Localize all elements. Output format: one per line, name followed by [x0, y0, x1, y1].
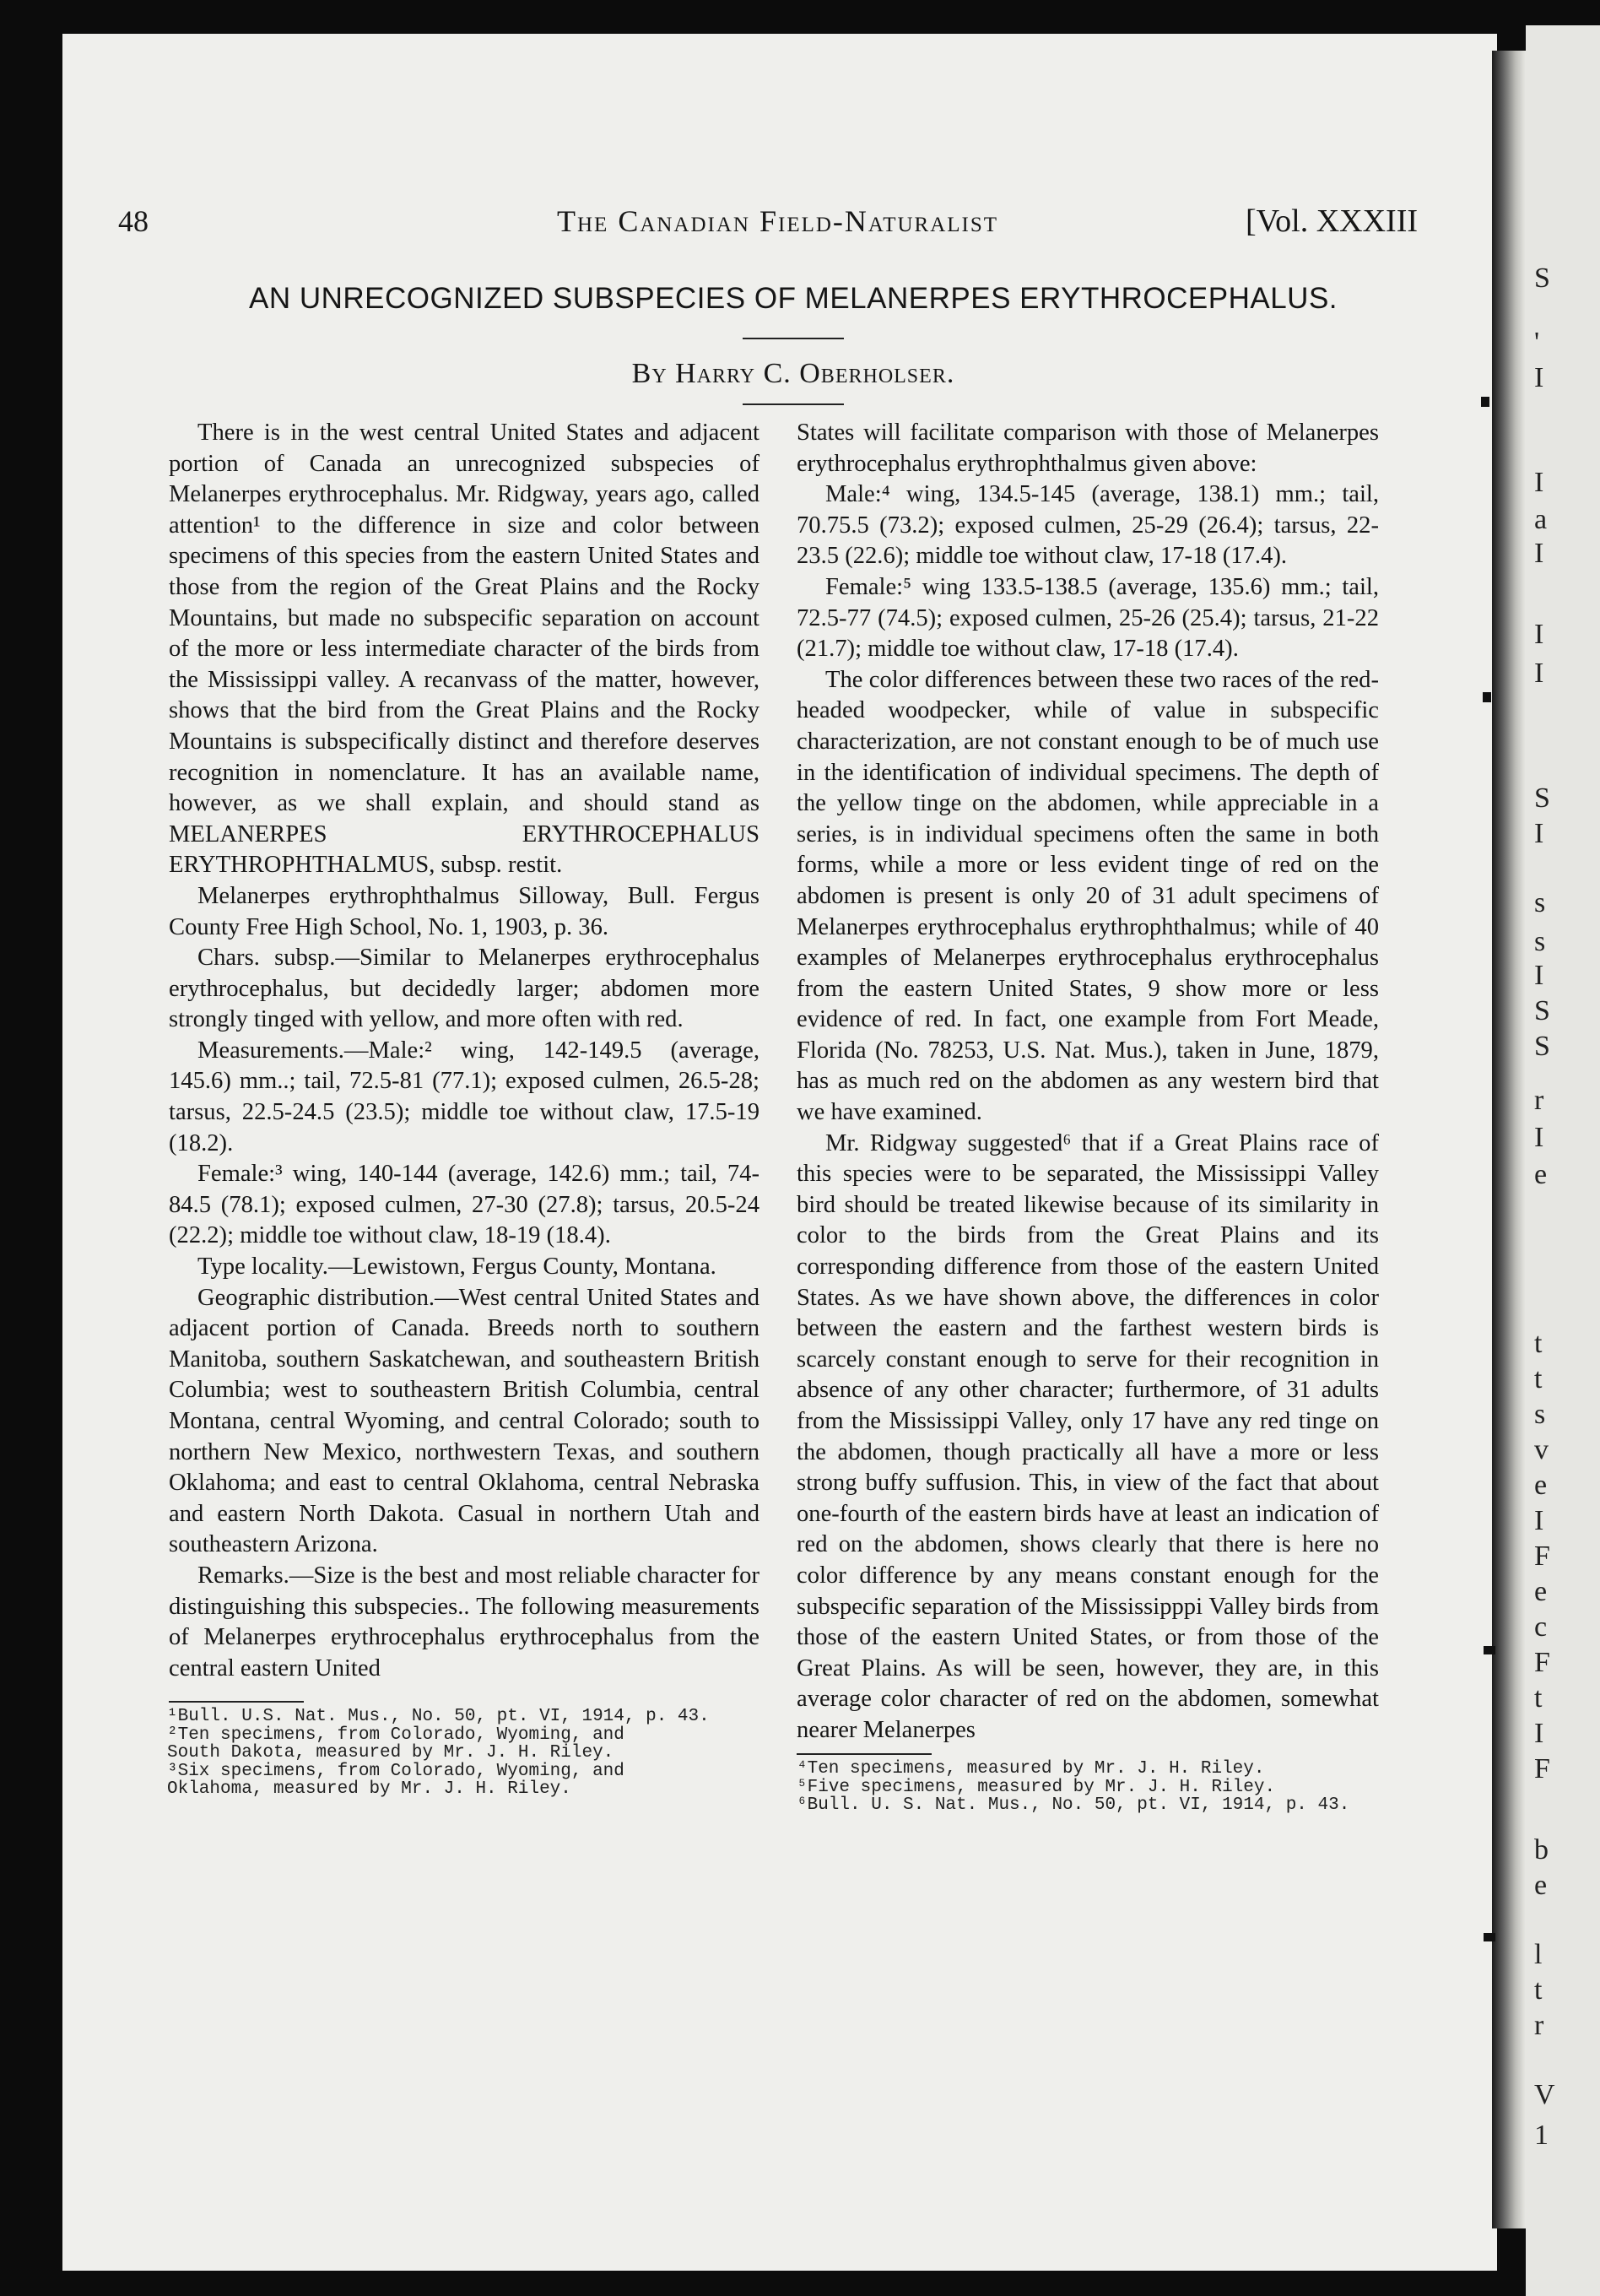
paragraph: Mr. Ridgway suggested⁶ that if a Great Plains race of this species were to be separated, the Mississippi Valley bird should be treated likewise because of its similarity in color to the birds from the Great Plains and its corresponding difference from those of the eastern United States. As we have shown above, the differences in color between the eastern and the farthest western birds is scarcely constant enough to serve for their recognition in absence of any other character; furthermore, of 31 adults from the Mississippi Valley, only 17 have any red tinge on the abdomen, though practically all have a more or less strong buffy suffusion. This, in view of the fact that about one-fourth of the eastern birds have at least an indication of red on the abdomen, shows clearly that there is here no color difference by any means constant enough for the subspecific separation of the Mississipppi Valley birds from those of the eastern United States, or from those of the Great Plains. As will be seen, however, they are, in this average color character of red on the abdomen, somewhat nearer Melanerpes: [797, 1129, 1379, 1743]
next-page-glyph: V: [1534, 2080, 1555, 2110]
running-head: [118, 196, 1418, 246]
next-page-glyph: r: [1534, 1086, 1544, 1116]
next-page-glyph: S: [1534, 1032, 1550, 1062]
next-page-glyph: e: [1534, 1160, 1548, 1190]
volume-label: [Vol. XXXIII: [1245, 203, 1418, 239]
next-page-glyph: e: [1534, 1871, 1548, 1901]
next-page-glyph: I: [1534, 620, 1544, 650]
next-page-glyph: s: [1534, 888, 1546, 918]
paragraph: Melanerpes erythrophthalmus Silloway, Bull. Fergus County Free High School, No. 1, 1903, p. 36.: [169, 882, 759, 940]
next-page-glyph: r: [1534, 2011, 1544, 2041]
footnote-rule-left: [169, 1701, 304, 1703]
next-page-glyph: I: [1534, 1719, 1544, 1749]
footnotes-right: [797, 1760, 1387, 1815]
byline-rule: [743, 403, 844, 405]
paragraph: Chars. subsp.—Similar to Melanerpes erythrocephalus erythrocephalus, but decidedly larger; abdomen more strongly tinged with yellow, and more often with red.: [169, 945, 759, 1033]
footnote-line: South Dakota, measured by Mr. J. H. Riley.: [167, 1743, 614, 1763]
paragraph: Remarks.—Size is the best and most reliable character for distinguishing this subspecies.. The following measurements of Melanerpes erythrocephalus erythrocephalus from the central eastern United: [169, 1562, 759, 1681]
next-page-glyph: S: [1534, 783, 1550, 814]
paragraph: The color differences between these two races of the red-headed woodpecker, while of value in subspecific characterization, are not constant enough to be of much use in the identification of individual specimens. The depth of the yellow tinge on the abdomen, while appreciable in a series, is in individual specimens often the same in both forms, while a more or less evident tinge of red on the abdomen is present is only 20 of 31 adult specimens of Melanerpes erythrocephalus erythrophthalmus; while of 40 examples of Melanerpes erythrocephalus erythrocephalus from the eastern United States, 9 show more or less evidence of red. In fact, one example from Fort Meade, Florida (No. 78253, U.S. Nat. Mus.), taken in June, 1879, has as much red on the abdomen as any western bird that we have examined.: [797, 666, 1379, 1126]
next-page-glyph: S: [1534, 263, 1550, 294]
next-page-glyph: I: [1534, 539, 1544, 569]
scan-fleck: [1483, 692, 1491, 702]
author-byline: By Harry C. Oberholser.: [631, 358, 955, 389]
next-page-glyph: F: [1534, 1541, 1550, 1572]
footnotes-left: [167, 1708, 758, 1799]
next-page-glyph: F: [1534, 1648, 1550, 1678]
next-page-glyph: F: [1534, 1754, 1550, 1784]
book-gutter: [1492, 51, 1526, 2228]
next-page-glyph: c: [1534, 1612, 1548, 1643]
paragraph: Geographic distribution.—West central United States and adjacent portion of Canada. Breeds north to southern Manitoba, southern Saskatchewan, and southeastern British Columbia; west to southeastern British Columbia, central Montana, central Wyoming, and central Colorado; south to northern New Mexico, northwestern Texas, and southern Oklahoma; and east to central Oklahoma, central Nebraska and eastern North Dakota. Casual in northern Utah and southeastern Arizona.: [169, 1284, 759, 1558]
footnote-line: ³Six specimens, from Colorado, Wyoming, and: [167, 1761, 624, 1781]
paragraph: Female:³ wing, 140-144 (average, 142.6) mm.; tail, 74-84.5 (78.1); exposed culmen, 27-30 (27.8); tarsus, 20.5-24 (22.2); middle toe without claw, 18-19 (18.4).: [169, 1161, 759, 1249]
footnote-line: ⁴Ten specimens, measured by Mr. J. H. Riley.: [797, 1759, 1265, 1779]
next-page-glyph: v: [1534, 1435, 1549, 1465]
scan-fleck: [1484, 1933, 1495, 1941]
journal-name: The Canadian Field-Naturalist: [557, 204, 999, 238]
next-page-glyph: s: [1534, 927, 1546, 957]
next-page-glyph: t: [1534, 1683, 1543, 1714]
footnote-rule-right: [797, 1753, 932, 1755]
next-page-glyph: s: [1534, 1400, 1546, 1430]
next-page-glyph: I: [1534, 1506, 1544, 1536]
footnote-line: ¹Bull. U.S. Nat. Mus., No. 50, pt. VI, 1914, p. 43.: [167, 1707, 710, 1726]
next-page-glyph: I: [1534, 961, 1544, 991]
next-page-glyph: S: [1534, 996, 1550, 1026]
adjacent-page-edge: [1526, 25, 1600, 2296]
paragraph: States will facilitate comparison with those of Melanerpes erythrocephalus erythrophthalmus given above:: [797, 420, 1379, 477]
next-page-glyph: t: [1534, 1364, 1543, 1394]
next-page-glyph: I: [1534, 1123, 1544, 1153]
next-page-glyph: I: [1534, 819, 1544, 849]
footnote-line: ⁵Five specimens, measured by Mr. J. H. Riley.: [797, 1777, 1276, 1797]
left-column: [169, 418, 759, 1684]
next-page-glyph: l: [1534, 1940, 1543, 1970]
footnote-line: ²Ten specimens, from Colorado, Wyoming, and: [167, 1725, 624, 1745]
next-page-glyph: ': [1534, 328, 1540, 358]
next-page-glyph: t: [1534, 1329, 1543, 1359]
footnote-line: Oklahoma, measured by Mr. J. H. Riley.: [167, 1779, 571, 1799]
next-page-glyph: I: [1534, 658, 1544, 689]
next-page-glyph: b: [1534, 1835, 1549, 1866]
title-rule: [743, 338, 844, 339]
right-column: [797, 418, 1379, 1746]
paragraph: Measurements.—Male:² wing, 142-149.5 (average, 145.6) mm..; tail, 72.5-81 (77.1); exposed culmen, 26.5-28; tarsus, 22.5-24.5 (23.5); middle toe without claw, 17.5-19 (18.2).: [169, 1037, 759, 1156]
next-page-glyph: a: [1534, 505, 1548, 535]
paragraph: Type locality.—Lewistown, Fergus County, Montana.: [197, 1254, 716, 1281]
next-page-glyph: 1: [1534, 2120, 1549, 2151]
next-page-glyph: e: [1534, 1577, 1548, 1607]
page-number: 48: [118, 204, 149, 238]
scan-fleck: [1481, 397, 1489, 407]
paragraph: There is in the west central United States and adjacent portion of Canada an unrecognized subspecies of Melanerpes erythrocephalus. Mr. Ridgway, years ago, called attention¹ to the difference in size and color between specimens of this species from the eastern United States and those from the region of the Great Plains and the Rocky Mountains, but made no subspecific separation on account of the more or less intermediate character of the birds from the Mississippi valley. A recanvass of the matter, however, shows that the bird from the Great Plains and the Rocky Mountains is subspecifically distinct and therefore deserves recognition in nomenclature. It has an available name, however, as we shall explain, and should stand as MELANERPES ERYTHROCEPHALUS ERYTHROPHTHALMUS, subsp. restit.: [169, 420, 759, 879]
next-page-glyph: e: [1534, 1470, 1548, 1501]
next-page-glyph: I: [1534, 363, 1544, 393]
paragraph: Male:⁴ wing, 134.5-145 (average, 138.1) mm.; tail, 70.75.5 (73.2); exposed culmen, 25-29 (26.4); tarsus, 22-23.5 (22.6); middle toe without claw, 17-18 (17.4).: [797, 481, 1379, 570]
article-title: AN UNRECOGNIZED SUBSPECIES OF MELANERPES ERYTHROCEPHALUS.: [248, 282, 1338, 315]
paragraph: Female:⁵ wing 133.5-138.5 (average, 135.6) mm.; tail, 72.5-77 (74.5); exposed culmen, 25-26 (25.4); tarsus, 21-22 (21.7); middle toe without claw, 17-18 (17.4).: [797, 573, 1379, 663]
next-page-glyph: I: [1534, 468, 1544, 498]
scan-fleck: [1484, 1646, 1495, 1654]
footnote-line: ⁶Bull. U. S. Nat. Mus., No. 50, pt. VI, 1914, p. 43.: [797, 1795, 1350, 1815]
next-page-glyph: t: [1534, 1975, 1543, 2006]
